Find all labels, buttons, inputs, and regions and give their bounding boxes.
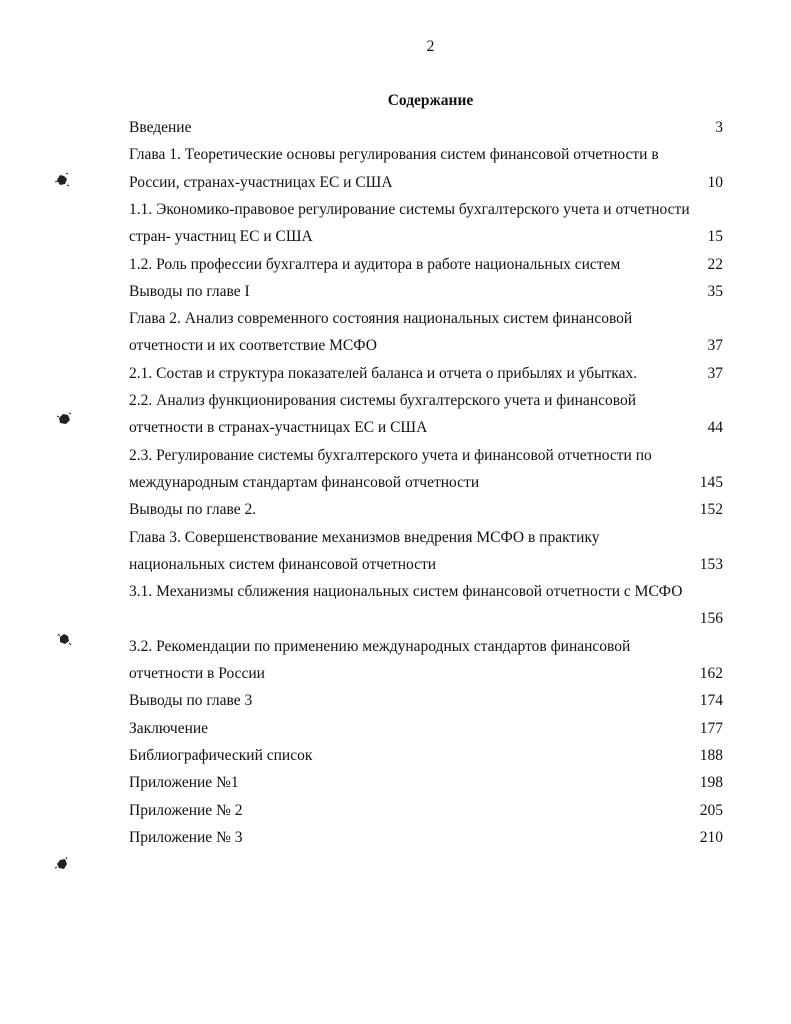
toc-line [129, 442, 723, 469]
toc-entry-text: Заключение [129, 719, 209, 737]
toc-line [129, 769, 723, 796]
toc-line [129, 278, 723, 305]
toc-entry-page: 188 [699, 746, 723, 764]
toc-entry-text: 2.3. Регулирование системы бухгалтерского учета и финансовой отчетности по [129, 446, 652, 464]
toc-title: Содержание [387, 92, 474, 109]
toc-line [129, 633, 723, 660]
scan-smudge-icon [57, 632, 71, 646]
scan-smudge-icon [55, 857, 69, 871]
toc-entry-page: 3 [715, 119, 723, 136]
toc-entry-page: 153 [699, 555, 723, 573]
toc-entry-text: стран- участниц ЕС и США [129, 228, 313, 246]
toc-entry-page: 145 [699, 473, 723, 491]
toc-line [129, 605, 723, 632]
toc-line [129, 141, 723, 168]
toc-entry-text: Выводы по главе 3 [129, 692, 253, 710]
toc-entry-page: 44 [707, 419, 723, 437]
toc-entry-page: 177 [699, 719, 723, 737]
toc-entry-text: 3.1. Механизмы сближения национальных систем финансовой отчетности с МСФО [129, 583, 683, 601]
toc-entry-page: 156 [699, 610, 723, 628]
toc-line [129, 660, 723, 687]
toc-entry-text: Приложение № 2 [129, 801, 243, 819]
toc-line [129, 251, 723, 278]
toc-line [129, 551, 723, 578]
toc-line [129, 414, 723, 441]
toc-entry-text: отчетности в странах-участницах ЕС и США [129, 419, 428, 437]
toc-entry-page: 15 [707, 228, 723, 246]
toc-entry-page: 205 [699, 801, 723, 819]
toc-line [129, 578, 723, 605]
toc-entry-text: Глава 3. Совершенствование механизмов внедрения МСФО в практику [129, 528, 600, 546]
toc-line [129, 524, 723, 551]
toc-entry-text: 3.2. Рекомендации по применению международных стандартов финансовой [129, 637, 631, 655]
toc-entry-text: национальных систем финансовой отчетности [129, 555, 437, 573]
toc-entry-text: отчетности в России [129, 665, 265, 682]
scan-smudge-icon [55, 173, 69, 187]
toc-entry-text: 1.1. Экономико-правовое регулирование системы бухгалтерского учета и отчетности [129, 200, 690, 218]
toc-line [129, 169, 723, 196]
toc-entry-page: 198 [699, 774, 723, 792]
toc-line [129, 387, 723, 414]
toc-entry-text: 1.2. Роль профессии бухгалтера и аудитора в работе национальных систем [129, 255, 621, 273]
toc-line [129, 196, 723, 223]
toc-entry-page: 10 [707, 173, 723, 191]
toc-entry-text: 2.1. Состав и структура показателей баланса и отчета о прибылях и убытках. [129, 364, 638, 382]
toc-line [129, 469, 723, 496]
toc-line [129, 114, 723, 141]
toc-entry-page: 152 [699, 501, 723, 519]
toc-entry-page: 210 [699, 828, 723, 846]
toc-entry-text: Глава 1. Теоретические основы регулирования систем финансовой отчетности в [129, 146, 659, 164]
toc-line [129, 496, 723, 523]
toc-entry-text: отчетности и их соответствие МСФО [129, 337, 377, 355]
toc-line [129, 687, 723, 714]
toc-entry-text: международным стандартам финансовой отчетности [129, 473, 480, 491]
toc-entry-text: Приложение №1 [129, 774, 239, 792]
toc-entry-page: 37 [707, 364, 723, 382]
toc-line [129, 305, 723, 332]
toc-entry-text: Выводы по главе 2. [129, 501, 257, 519]
toc-line [129, 332, 723, 359]
toc-entry-page: 37 [707, 337, 723, 355]
toc-line [129, 797, 723, 824]
toc-line [129, 824, 723, 851]
toc-line [129, 360, 723, 387]
toc-entry-text: Введение [129, 119, 192, 136]
page-number: 2 [426, 38, 435, 55]
toc-line [129, 742, 723, 769]
toc-entry-text: 2.2. Анализ функционирования системы бухгалтерского учета и финансовой [129, 392, 636, 409]
toc-entry-page: 174 [699, 692, 723, 710]
toc-line [129, 223, 723, 250]
toc-line [129, 715, 723, 742]
toc-entry-page: 22 [707, 255, 723, 273]
scan-smudge-icon [57, 412, 71, 426]
toc-entry-page: 35 [707, 282, 723, 300]
toc-entry-text: России, странах-участницах ЕС и США [129, 173, 393, 191]
toc-entry-text: Выводы по главе I [129, 282, 250, 300]
toc-entry-page: 162 [699, 665, 723, 682]
toc-entry-text: Приложение № 3 [129, 828, 243, 846]
toc-entry-text: Глава 2. Анализ современного состояния национальных систем финансовой [129, 310, 633, 328]
toc-entry-text: Библиографический список [129, 746, 313, 764]
